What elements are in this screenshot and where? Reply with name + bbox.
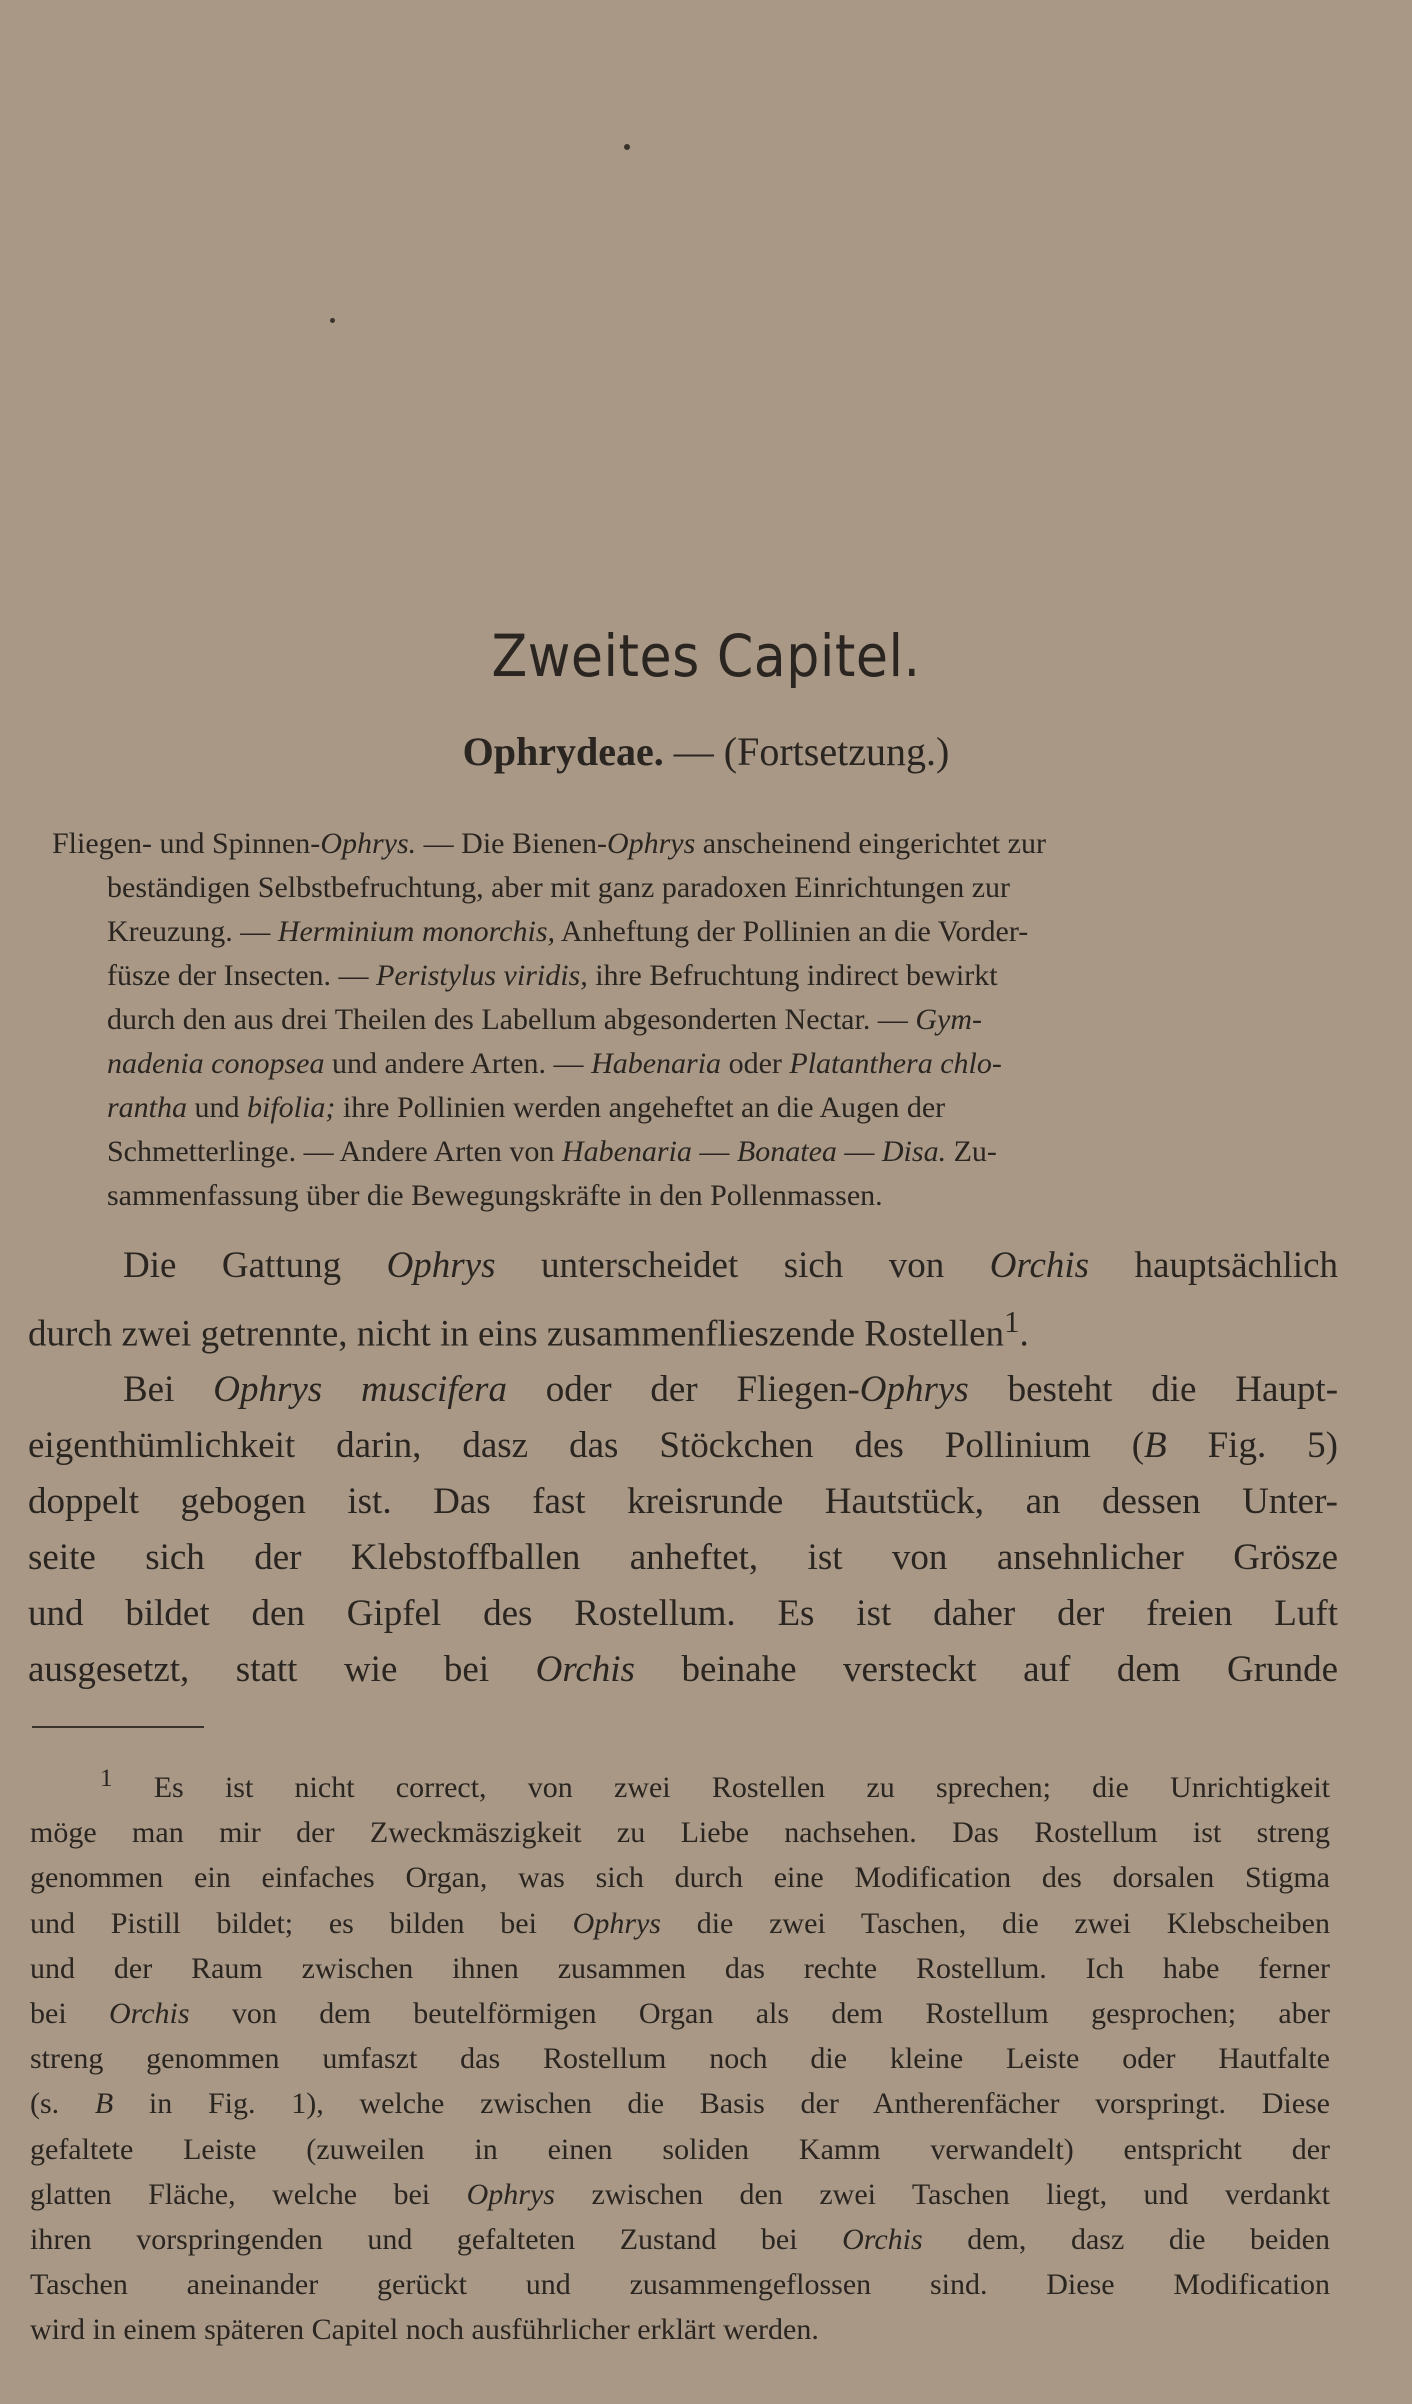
body-line: doppelt gebogen ist. Das fast kreisrunde Hautstück, an dessen Unter-: [28, 1481, 1338, 1523]
footnote-line: gefaltete Leiste (zuweilen in einen soliden Kamm verwandelt) entspricht der: [30, 2132, 1330, 2166]
footnote-divider: [32, 1726, 204, 1728]
chapter-title: Zweites Capitel.: [491, 622, 921, 690]
summary-line: nadenia conopsea und andere Arten. — Habenaria oder Platanthera chlo-: [107, 1047, 1002, 1080]
ink-speck: [624, 144, 630, 150]
summary-line: sammenfassung über die Bewegungskräfte in den Pollenmassen.: [107, 1179, 883, 1212]
body-line: und bildet den Gipfel des Rostellum. Es ist daher der freien Luft: [28, 1593, 1338, 1635]
footnote-line: wird in einem späteren Capitel noch ausführlicher erklärt werden.: [30, 2313, 819, 2347]
footnote-line: genommen ein einfaches Organ, was sich durch eine Modification des dorsalen Stigma: [30, 1861, 1330, 1895]
footnote-line: streng genommen umfaszt das Rostellum noch die kleine Leiste oder Hautfalte: [30, 2042, 1330, 2076]
footnote-line: und der Raum zwischen ihnen zusammen das rechte Rostellum. Ich habe ferner: [30, 1951, 1330, 1985]
chapter-summary: [52, 822, 1342, 1218]
body-paragraphs: [28, 1238, 1338, 1698]
footnote-line: möge man mir der Zweckmäszigkeit zu Liebe nachsehen. Das Rostellum ist streng: [30, 1816, 1330, 1850]
summary-line: durch den aus drei Theilen des Labellum abgesonderten Nectar. — Gym-: [107, 1003, 982, 1036]
summary-line: rantha und bifolia; ihre Pollinien werden angeheftet an die Augen der: [107, 1091, 946, 1124]
section-subtitle: — (Fortsetzung.): [663, 729, 950, 774]
section-name: Ophrydeae.: [462, 729, 664, 774]
ink-speck: [330, 318, 335, 323]
footnote-line: (s. B in Fig. 1), welche zwischen die Basis der Antherenfächer vorspringt. Diese: [30, 2087, 1330, 2121]
body-line: durch zwei getrennte, nicht in eins zusammenflieszende Rostellen$^1$.: [28, 1305, 1029, 1355]
footnote-line: ihren vorspringenden und gefalteten Zustand bei Orchis dem, dasz die beiden: [30, 2223, 1330, 2257]
footnote-line: und Pistill bildet; es bilden bei Ophrys die zwei Taschen, die zwei Klebscheiben: [30, 1906, 1330, 1940]
summary-line: Schmetterlinge. — Andere Arten von Habenaria — Bonatea — Disa. Zu-: [107, 1135, 997, 1168]
body-line: eigenthümlichkeit darin, dasz das Stöckchen des Pollinium (B Fig. 5): [28, 1425, 1338, 1467]
body-line: Die Gattung Ophrys unterscheidet sich von Orchis hauptsächlich: [123, 1245, 1338, 1286]
footnote-line: $^1$ Es ist nicht correct, von zwei Rostellen zu sprechen; die Unrichtigkeit: [100, 1765, 1330, 1804]
summary-line: füsze der Insecten. — Peristylus viridis, ihre Befruchtung indirect bewirkt: [107, 959, 998, 992]
footnote-line: Taschen aneinander gerückt und zusammengeflossen sind. Diese Modification: [30, 2268, 1330, 2302]
summary-line: Fliegen- und Spinnen-Ophrys. — Die Bienen-Ophrys anscheinend eingerichtet zur: [52, 827, 1046, 860]
body-line: ausgesetzt, statt wie bei Orchis beinahe versteckt auf dem Grunde: [28, 1649, 1338, 1691]
summary-line: Kreuzung. — Herminium monorchis, Anheftung der Pollinien an die Vorder-: [107, 915, 1029, 948]
body-line: Bei Ophrys muscifera oder der Fliegen-Ophrys besteht die Haupt-: [123, 1369, 1339, 1411]
summary-line: beständigen Selbstbefruchtung, aber mit ganz paradoxen Einrichtungen zur: [107, 871, 1011, 904]
footnote-line: bei Orchis von dem beutelförmigen Organ als dem Rostellum gesprochen; aber: [30, 1997, 1330, 2031]
body-line: seite sich der Klebstoffballen anheftet, ist von ansehnlicher Grösze: [28, 1537, 1338, 1579]
footnote-line: glatten Fläche, welche bei Ophrys zwischen den zwei Taschen liegt, und verdankt: [30, 2177, 1330, 2211]
footnote: [30, 1756, 1330, 2353]
section-title: [0, 728, 1412, 775]
